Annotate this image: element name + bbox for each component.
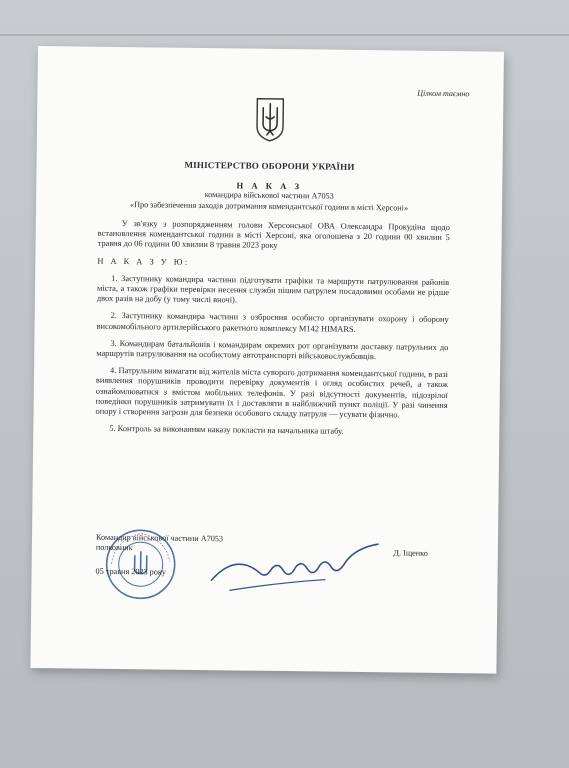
order-subject: «Про забезпечення заходів дотримання комендантської години в місті Херсоні»	[129, 200, 409, 213]
order-item: 2. Заступнику командира частини з озброєння особисто організувати охорону і оборону високомобільного артилерійського ракетного комплексу М142 HIMARS.	[96, 311, 449, 334]
order-body	[95, 219, 450, 446]
order-item: 4. Патрульним вимагати від жителів міста суворого дотримання комендантської години, в разі виявлення порушників проводити перевірку документів і огляд особистих речей, а також ознайомлюватися з вмістом мобільних телефонів. У разі відсутності документів, підозрілої поведінки порушників затримувати їх і доставляти в найближчий пункт поліції. У разі чинення опору і створення загрози для безпеки особового складу патруля — усувати фізично.	[95, 366, 449, 420]
order-title: Н А К А З	[236, 180, 303, 192]
signatory-rank: полковник	[95, 542, 133, 553]
classification-mark: Цілком таємно	[417, 88, 470, 99]
ministry-title: МІНІСТЕРСТВО ОБОРОНИ УКРАЇНИ	[184, 159, 355, 172]
signature-date: 05 травня 2023 року	[95, 566, 166, 577]
intro-paragraph: У зв'язку з розпорядженням голови Херсонської ОВА Олександра Прокудіна щодо встановлення комендантської години в місті Херсоні, яка оголошена з 20 години 00 хвилин 5 травня до 06 години 00 хвилин 8 травня 2023 року	[97, 219, 450, 251]
signatory-name: Д. Іщенко	[393, 548, 428, 558]
order-item: 5. Контроль за виконанням наказу покласти на начальника штабу.	[109, 424, 344, 437]
document-page	[30, 46, 504, 674]
order-item: 1. Заступнику командира частини підготувати графіки та маршрути патрулювання районів міста, а також графіки перевірки несення служби пішим патрулем посадовими особами не рідше двох разів на добу (у тому числі вночі).	[96, 273, 450, 305]
background-edge	[0, 34, 569, 36]
order-issuer: командира військової частини А7053	[204, 190, 334, 201]
handwritten-signature-icon	[205, 538, 386, 596]
signatory-position: Командир військової частини А7053	[95, 532, 224, 544]
order-item: 3. Командирам батальйонів і командирам окремих рот організувати доставку патрульних до маршрутів патрулювання на особистому автотранспорті військовослужбовців.	[96, 338, 449, 362]
signature-block	[95, 533, 458, 617]
orders-heading: Н А К А З У Ю:	[97, 256, 190, 267]
trident-coat-of-arms-icon	[255, 97, 286, 143]
